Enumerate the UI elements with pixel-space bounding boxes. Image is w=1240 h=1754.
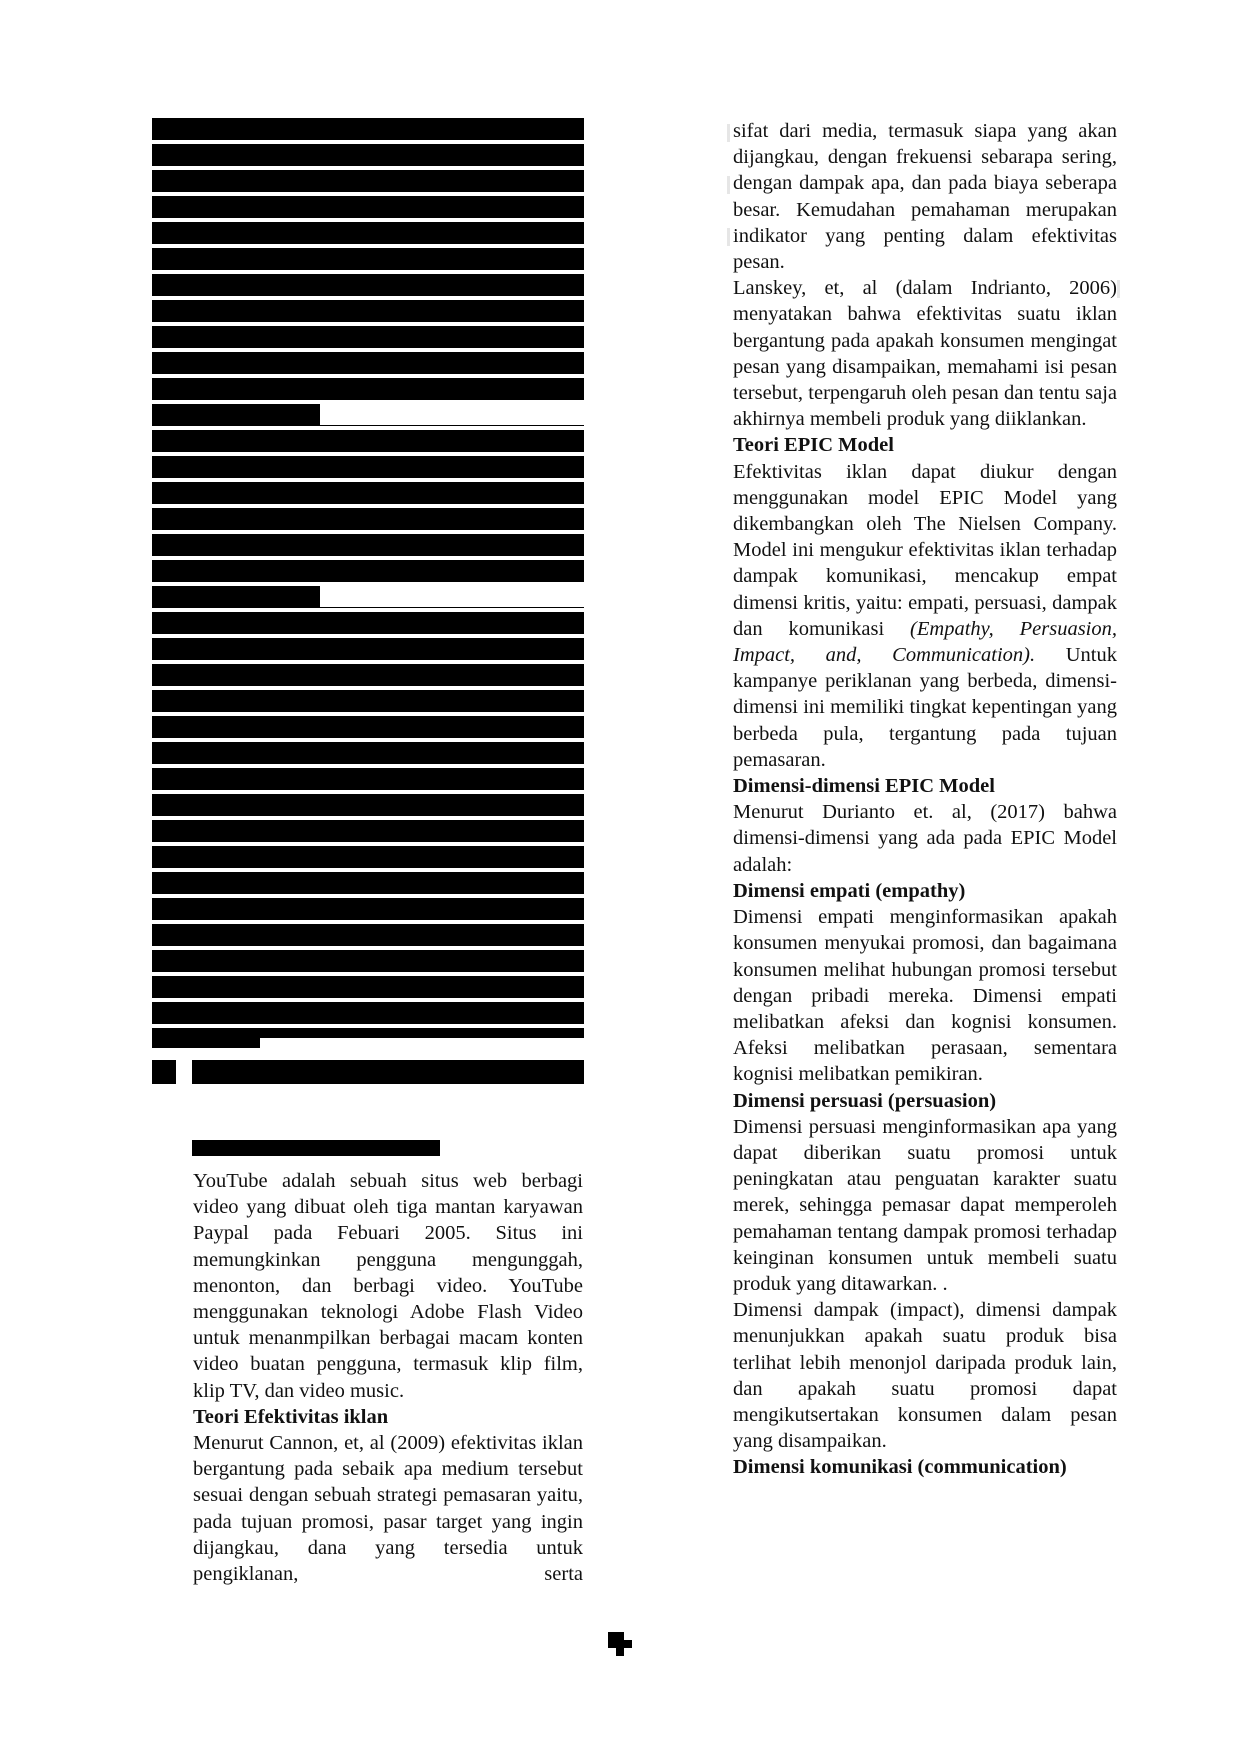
epic-text-a: Efektivitas iklan dapat diukur dengan menggunakan model EPIC Model yang dikembangkan oleh The Nielsen Company. Model ini mengukur efektivitas iklan terhadap dampak komunikasi, mencakup empat dimensi kritis, yaitu: empati, persuasi, dampak dan komunikasi [733,460,1117,640]
epic-text-b: Untuk kampanye periklanan yang berbeda, dimensi-dimensi ini memiliki tingkat kepentingan yang berbeda pula, tergantung pada tujuan pemasaran. [733,644,1117,771]
redaction-gap [260,1038,584,1048]
redacted-heading-line [192,1060,528,1084]
paragraph-lanskey: Lanskey, et, al (dalam Indrianto, 2006) menyatakan bahwa efektivitas suatu iklan bergantung pada apakah konsumen mengingat pesan yang disampaikan, memahami isi pesan tersebut, terpengaruh oleh pesan dan tentu saja akhirnya membeli produk yang diiklankan. [733,277,1117,431]
paragraph-durianto: Menurut Durianto et. al, (2017) bahwa dimensi-dimensi yang ada pada EPIC Model adalah: [733,801,1117,876]
margin-mark [727,124,730,142]
paragraph-dampak: Dimensi dampak (impact), dimensi dampak menunjukkan apakah suatu produk bisa terlihat lebih menonjol daripada produk lain, dan apakah suatu promosi dapat mengikutsertakan konsumen dalam pesan yang disampaikan. [733,1299,1117,1453]
paragraph-youtube: YouTube adalah sebuah situs web berbagi video yang dibuat oleh tiga mantan karyawan Paypal pada Febuari 2005. Situs ini memungkinkan pengguna mengunggah, menonton, dan berbagi video. YouTube menggunakan teknologi Adobe Flash Video untuk menanmpilkan berbagai macam konten video buatan pengguna, termasuk klip film, klip TV, dan video music. [193,1170,583,1402]
redaction-gap [320,585,584,607]
paragraph-persuasi: Dimensi persuasi menginformasikan apa yang dapat diberikan suatu promosi untuk peningkatan atau penguatan karakter suatu merek, sehingga pemasar dapat memperoleh pemahaman tentang dampak promosi terhadap keinginan konsumen untuk membeli suatu produk yang ditawarkan. . [733,1115,1117,1295]
redacted-text-block [152,118,584,1048]
margin-mark [727,176,730,194]
heading-dimensi-komunikasi: Dimensi komunikasi (communication) [733,1456,1067,1479]
heading-dimensi-persuasi: Dimensi persuasi (persuasion) [733,1089,997,1112]
heading-teori-epic-model: Teori EPIC Model [733,434,894,457]
paragraph-media-continued: sifat dari media, termasuk siapa yang akan dijangkau, dengan frekuensi sebarapa sering, dengan dampak apa, dan pada biaya seberapa besar. Kemudahan pemahaman merupakan indikator yang penting dalam efektivitas pesan. [733,120,1117,274]
redacted-subheading [192,1140,440,1156]
margin-mark [1117,280,1120,298]
heading-dimensi-empati: Dimensi empati (empathy) [733,879,966,902]
heading-teori-efektivitas-iklan: Teori Efektivitas iklan [193,1405,389,1428]
paragraph-cannon: Menurut Cannon, et, al (2009) efektivitas iklan bergantung pada sebaik apa medium tersebut sesuai dengan sebuah strategi pemasaran yaitu, pada tujuan promosi, pasar target yang ingin dijangkau, dana yang tersedia untuk pengiklanan, serta [193,1432,583,1586]
redacted-page-number [608,1632,632,1656]
right-column [733,118,1117,1481]
redaction-gap [320,403,584,425]
redacted-heading-line [152,1060,176,1084]
margin-mark [727,228,730,246]
redacted-heading-line [528,1060,584,1084]
paragraph-empati: Dimensi empati menginformasikan apakah konsumen menyukai promosi, dan bagaimana konsumen melihat hubungan promosi tersebut dengan pribadi mereka. Dimensi empati melibatkan afeksi dan kognisi konsumen. Afeksi melibatkan perasaan, sementara kognisi melibatkan pemikiran. [733,906,1117,1086]
left-column [193,1168,583,1587]
paragraph-epic-model [733,459,1117,773]
heading-dimensi-epic: Dimensi-dimensi EPIC Model [733,775,995,798]
epic-dimensions-italic: (Empathy, Persuasion, Impact, and, Communication). [733,617,1117,667]
